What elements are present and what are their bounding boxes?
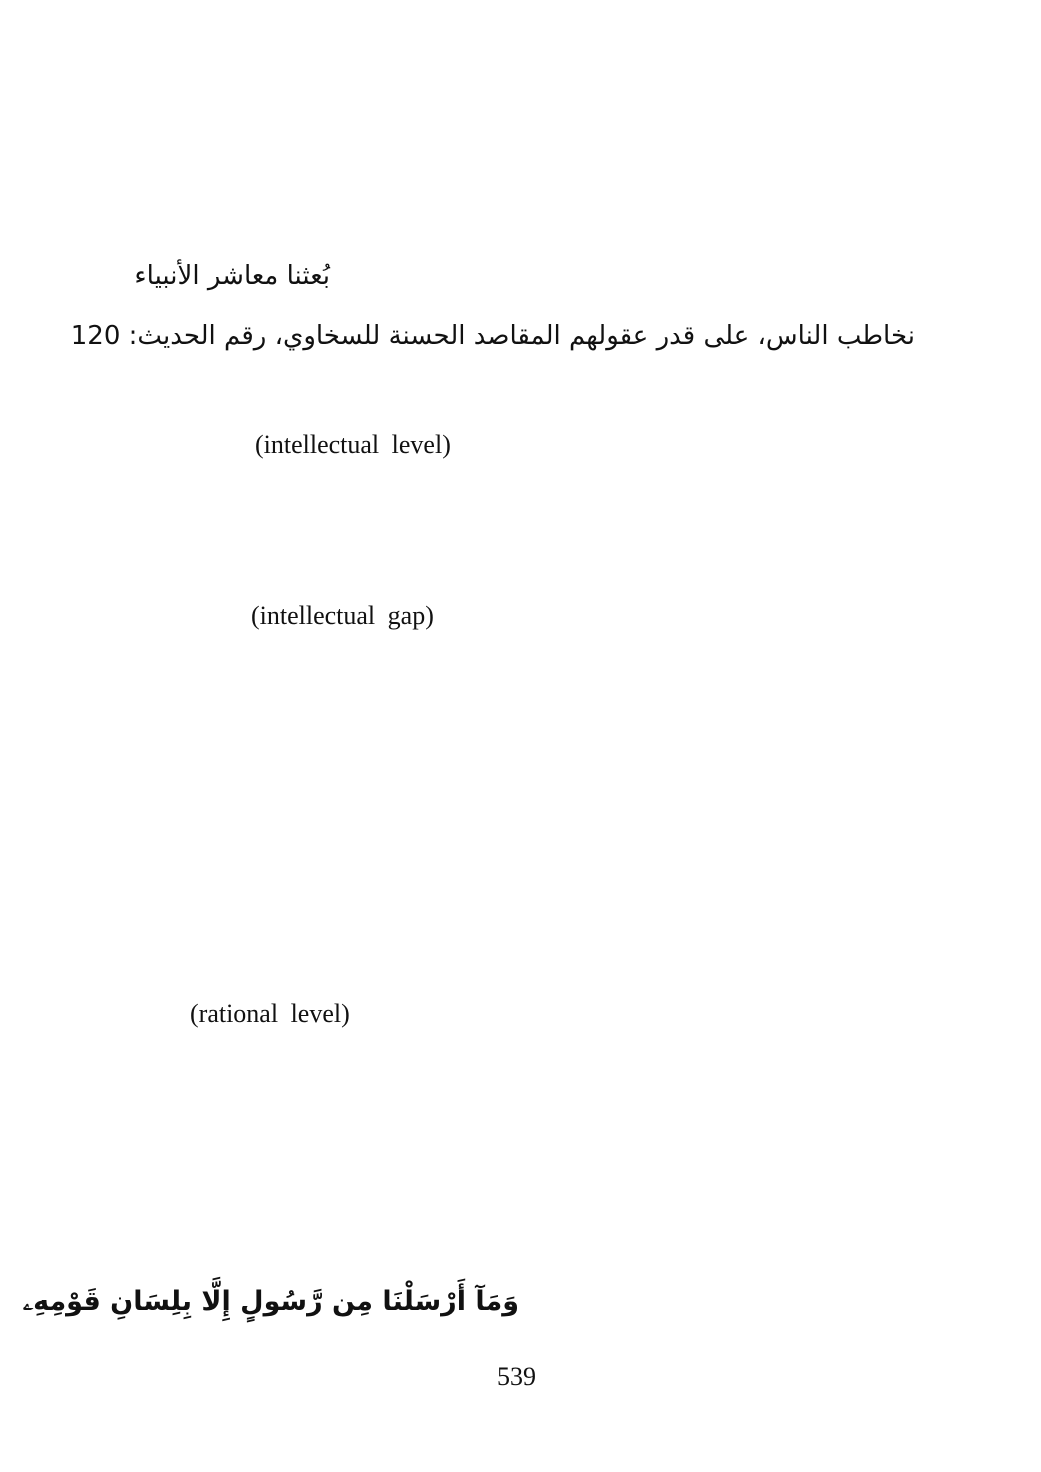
term-rational-level: (rational level): [190, 999, 350, 1028]
term-intellectual-gap: (intellectual gap): [251, 601, 434, 630]
term-intellectual-level: (intellectual level): [255, 430, 451, 459]
hadith-text-line-1: بُعثنا معاشر الأنبياء: [134, 261, 330, 291]
page-number: 539: [497, 1362, 536, 1391]
quran-verse: وَمَآ أَرْسَلْنَا مِن رَّسُولٍ إِلَّا بِلِسَانِ قَوْمِهِۦ: [22, 1286, 519, 1317]
hadith-citation-line: نخاطب الناس، على قدر عقولهم المقاصد الحسنة للسخاوي، رقم الحديث: 120: [70, 321, 915, 351]
